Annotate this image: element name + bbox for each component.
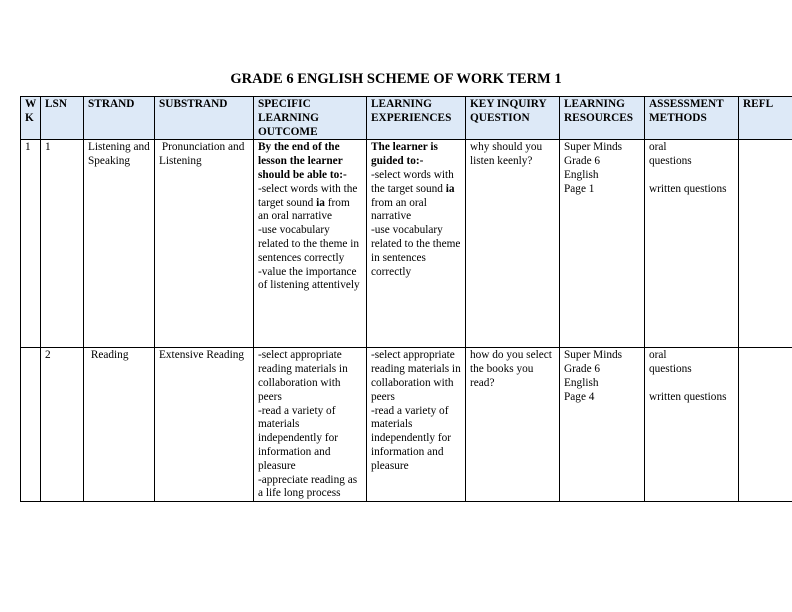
outcome-item: -select appropriate reading materials in collaboration with peers	[258, 349, 348, 403]
resource-line: Super Minds	[564, 141, 623, 154]
cell-specific-learning-outcome	[254, 348, 367, 502]
page-title: GRADE 6 ENGLISH SCHEME OF WORK TERM 1	[230, 71, 562, 87]
assessment-line: questions	[649, 155, 692, 168]
outcome-item	[258, 183, 362, 224]
resource-line: English	[564, 168, 599, 181]
cell-assessment-methods	[645, 348, 739, 502]
cell-specific-learning-outcome	[254, 140, 367, 348]
resource-line: Page 1	[564, 182, 595, 195]
cell-week	[21, 348, 41, 502]
header-lesson: LSN	[41, 97, 84, 140]
cell-week: 1	[21, 140, 41, 348]
assessment-line: written questions	[649, 182, 727, 195]
resource-line: Super Minds	[564, 349, 623, 362]
outcome-item: -value the importance of listening attentively	[258, 265, 360, 292]
outcome-item: -read a variety of materials independently for information and pleasure	[258, 404, 338, 472]
header-assessment-methods: ASSESSMENT METHODS	[645, 97, 739, 140]
resource-line: Grade 6	[564, 363, 601, 376]
assessment-line: oral	[649, 141, 667, 154]
scheme-of-work-table	[20, 96, 792, 502]
table-row	[21, 348, 792, 502]
assessment-line: written questions	[649, 390, 727, 403]
experience-item: -read a variety of materials independently for information and pleasure	[371, 404, 451, 472]
cell-reflection	[739, 140, 792, 348]
header-strand: STRAND	[84, 97, 155, 140]
experience-text: -select words with the target sound	[371, 168, 454, 195]
cell-lesson: 1	[41, 140, 84, 348]
cell-learning-experiences	[367, 348, 466, 502]
cell-strand	[84, 348, 155, 502]
resource-line: Grade 6	[564, 155, 601, 168]
cell-learning-resources	[560, 140, 645, 348]
cell-key-inquiry-question: how do you select the books you read?	[466, 348, 560, 502]
header-key-inquiry-question: KEY INQUIRY QUESTION	[466, 97, 560, 140]
target-sound: ia	[316, 196, 325, 209]
cell-reflection	[739, 348, 792, 502]
header-specific-learning-outcome: SPECIFIC LEARNING OUTCOME	[254, 97, 367, 140]
header-learning-resources: LEARNING RESOURCES	[560, 97, 645, 140]
cell-strand: Listening and Speaking	[84, 140, 155, 348]
outcome-text: from an oral narrative	[258, 196, 350, 223]
header-learning-experiences: LEARNING EXPERIENCES	[367, 97, 466, 140]
cell-assessment-methods	[645, 140, 739, 348]
substrand-text: Pronunciation and Listening	[159, 141, 245, 168]
outcome-item: -appreciate reading as a life long process	[258, 473, 358, 500]
experience-item: -use vocabulary related to the theme in sentences correctly	[371, 224, 461, 278]
header-week: W K	[21, 97, 41, 140]
spacer	[649, 377, 734, 391]
header-reflection: REFL	[739, 97, 792, 140]
assessment-line: oral	[649, 349, 667, 362]
cell-key-inquiry-question: why should you listen keenly?	[466, 140, 560, 348]
experience-intro: The learner is guided to:-	[371, 141, 438, 168]
cell-substrand: Extensive Reading	[155, 348, 254, 502]
strand-text: Reading	[90, 349, 129, 362]
resource-line: English	[564, 376, 599, 389]
outcome-intro: By the end of the lesson the learner should be able to:-	[258, 141, 347, 181]
table-row	[21, 140, 792, 348]
assessment-line: questions	[649, 363, 692, 376]
spacer	[649, 169, 734, 183]
experience-item	[371, 169, 461, 224]
resource-line: Page 4	[564, 390, 595, 403]
header-substrand: SUBSTRAND	[155, 97, 254, 140]
cell-substrand	[155, 140, 254, 348]
header-row	[21, 97, 792, 140]
cell-learning-experiences	[367, 140, 466, 348]
outcome-text: -select words with the target sound	[258, 182, 358, 209]
experience-text: from an oral narrative	[371, 196, 427, 223]
experience-item: -select appropriate reading materials in collaboration with peers	[371, 349, 461, 403]
target-sound: ia	[445, 182, 455, 195]
cell-lesson: 2	[41, 348, 84, 502]
outcome-item: -use vocabulary related to the theme in sentences correctly	[258, 224, 360, 264]
cell-learning-resources	[560, 348, 645, 502]
